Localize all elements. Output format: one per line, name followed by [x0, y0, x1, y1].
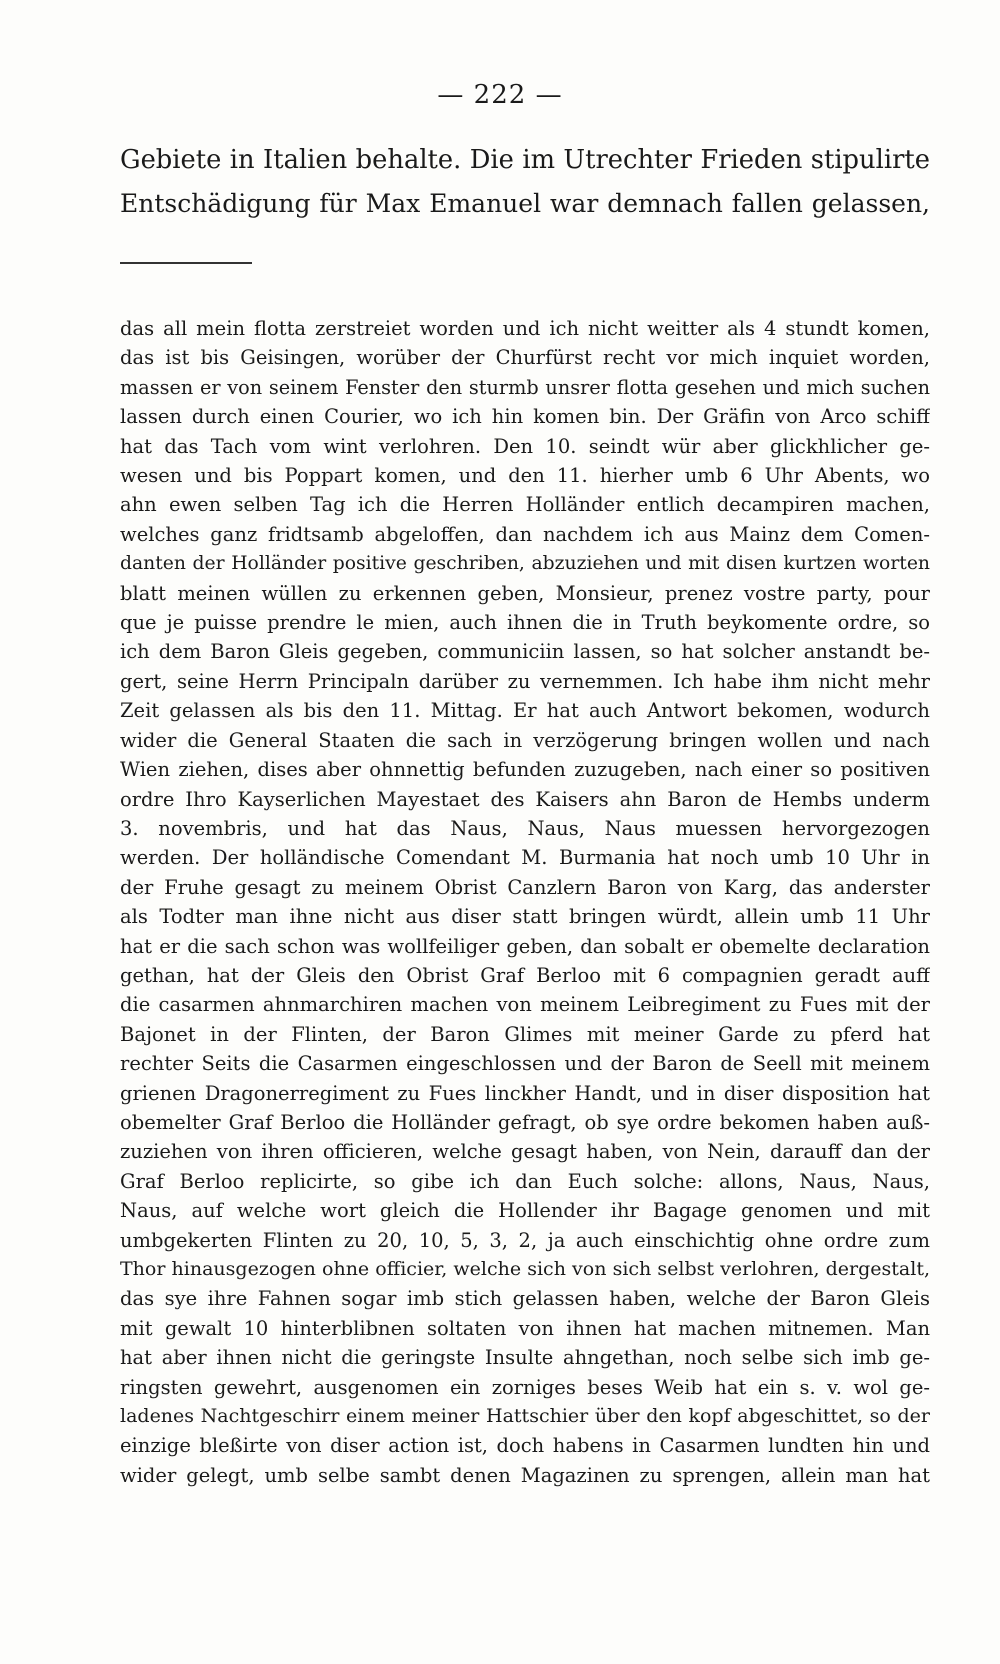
footnote-line: zuziehen von ihren officieren, welche gesagt haben, von Nein, darauff dan der [120, 1140, 930, 1164]
footnote-line: lassen durch einen Courier, wo ich hin komen bin. Der Gräfin von Arco schiff [120, 405, 930, 429]
footnote-line: ordre Ihro Kayserlichen Mayestaet des Kaisers ahn Baron de Hembs underm [120, 787, 930, 811]
footnote-line: grienen Dragonerregiment zu Fues linckher Handt, und in diser disposition hat [120, 1081, 930, 1105]
footnote-line: als Todter man ihne nicht aus diser statt bringen würdt, allein umb 11 Uhr [120, 905, 930, 929]
footnote-line: wider gelegt, umb selbe sambt denen Magazinen zu sprengen, allein man hat [120, 1463, 930, 1487]
footnote-line: hat er die sach schon was wollfeiliger geben, dan sobalt er obemelte declaration [120, 934, 930, 958]
footnote-line: gert, seine Herrn Principaln darüber zu vernemmen. Ich habe ihm nicht mehr [120, 669, 930, 693]
footnote-line: ringsten gewehrt, ausgenomen ein zorniges beses Weib hat ein s. v. wol ge- [120, 1375, 930, 1399]
footnote-line: hat das Tach vom wint verlohren. Den 10. seindt wür aber glickhlicher ge- [120, 434, 930, 458]
main-text-line: Gebiete in Italien behalte. Die im Utrechter Frieden stipulirte [120, 145, 930, 175]
footnote-line: ich dem Baron Gleis gegeben, communiciin lassen, so hat solcher anstandt be- [120, 640, 930, 664]
footnote-line: das ist bis Geisingen, worüber der Churfürst recht vor mich inquiet worden, [120, 346, 930, 370]
main-text-line: Entschädigung für Max Emanuel war demnach fallen gelassen, [120, 189, 930, 218]
footnote [120, 314, 930, 1490]
footnote-line: wider die General Staaten die sach in verzögerung bringen wollen und nach [120, 728, 930, 752]
footnote-line: der Fruhe gesagt zu meinem Obrist Canzlern Baron von Karg, das anderster [120, 875, 930, 899]
footnote-line: das sye ihre Fahnen sogar imb stich gelassen haben, welche der Baron Gleis [120, 1287, 930, 1311]
footnote-line: que je puisse prendre le mien, auch ihnen die in Truth beykomente ordre, so [120, 611, 930, 635]
footnote-line: massen er von seinem Fenster den sturmb unsrer flotta gesehen und mich suchen [120, 375, 930, 399]
footnote-line: gethan, hat der Gleis den Obrist Graf Berloo mit 6 compagnien geradt auff [120, 963, 930, 987]
footnote-line: ahn ewen selben Tag ich die Herren Holländer entlich decampiren machen, [120, 493, 930, 517]
footnote-line: hat aber ihnen nicht die geringste Insulte ahngethan, noch selbe sich imb ge- [120, 1346, 930, 1370]
footnote-line: welches ganz fridtsamb abgeloffen, dan nachdem ich aus Mainz dem Comen- [120, 522, 930, 546]
page-number: — 222 — [437, 80, 563, 110]
footnote-line: Naus, auf welche wort gleich die Hollender ihr Bagage genomen und mit [120, 1199, 930, 1223]
footnote-line: wesen und bis Poppart komen, und den 11. hierher umb 6 Uhr Abents, wo [120, 464, 930, 488]
footnote-line: 3. novembris, und hat das Naus, Naus, Naus muessen hervorgezogen [120, 816, 930, 840]
footnote-line: Wien ziehen, dises aber ohnnettig befunden zuzugeben, nach einer so positiven [120, 758, 930, 782]
footnote-line: blatt meinen wüllen zu erkennen geben, Monsieur, prenez vostre party, pour [120, 581, 930, 605]
footnote-line: obemelter Graf Berloo die Holländer gefragt, ob sye ordre bekomen haben auß- [120, 1110, 930, 1134]
footnote-line: danten der Holländer positive geschriben, abzuziehen und mit disen kurtzen worten [120, 553, 930, 575]
footnote-line: das all mein flotta zerstreiet worden und ich nicht weitter als 4 stundt komen, [120, 317, 930, 340]
footnote-separator [120, 262, 252, 264]
main-text [120, 138, 930, 226]
footnote-line: Graf Berloo replicirte, so gibe ich dan Euch solche: allons, Naus, Naus, [120, 1169, 930, 1193]
footnote-line: Zeit gelassen als bis den 11. Mittag. Er hat auch Antwort bekomen, wodurch [120, 699, 930, 723]
footnote-line: ladenes Nachtgeschirr einem meiner Hattschier über den kopf abgeschittet, so der [120, 1405, 930, 1428]
footnote-line: Bajonet in der Flinten, der Baron Glimes mit meiner Garde zu pferd hat [120, 1022, 930, 1046]
footnote-line: werden. Der holländische Comendant M. Burmania hat noch umb 10 Uhr in [120, 846, 930, 870]
footnote-line: rechter Seits die Casarmen eingeschlossen und der Baron de Seell mit meinem [120, 1052, 930, 1076]
footnote-line: mit gewalt 10 hinterblibnen soltaten von ihnen hat machen mitnemen. Man [120, 1316, 930, 1340]
footnote-line: die casarmen ahnmarchiren machen von meinem Leibregiment zu Fues mit der [120, 993, 930, 1017]
footnote-line: einzige bleßirte von diser action ist, doch habens in Casarmen lundten hin und [120, 1434, 930, 1458]
footnote-line: umbgekerten Flinten zu 20, 10, 5, 3, 2, ja auch einschichtig ohne ordre zum [120, 1228, 930, 1252]
footnote-line: Thor hinausgezogen ohne officier, welche sich von sich selbst verlohren, dergestalt, [120, 1258, 930, 1280]
